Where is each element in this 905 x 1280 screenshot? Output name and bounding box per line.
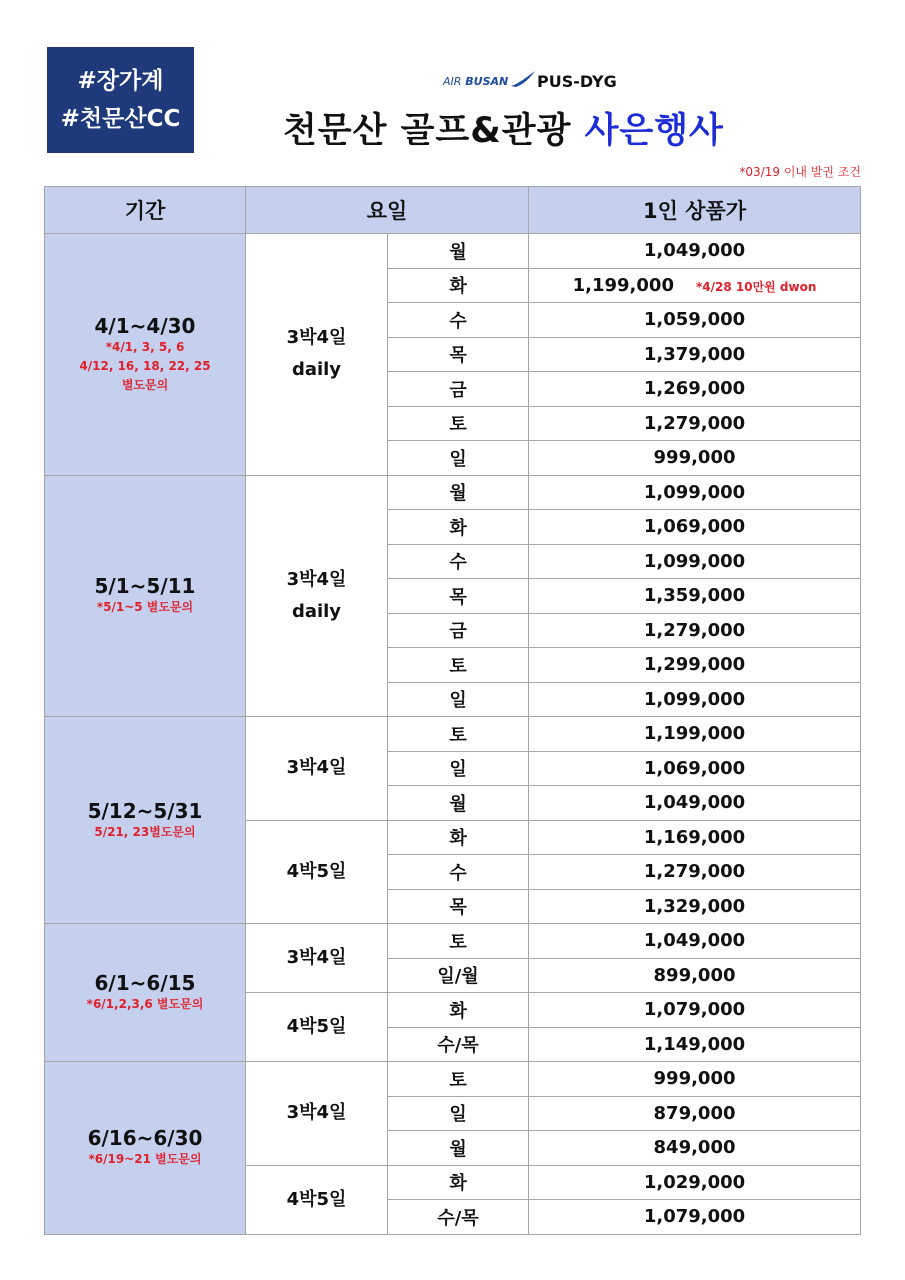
price-value: 1,279,000 [643,619,746,641]
weekday-cell: 토 [388,924,529,959]
weekday-cell: 일/월 [388,958,529,993]
ticketing-condition-note: *03/19 이내 발권 조건 [739,165,861,179]
price-cell [529,993,861,1028]
price-cell [529,1096,861,1131]
weekday-cell: 금 [388,613,529,648]
price-value: 1,329,000 [643,895,746,917]
air-busan-logo [443,70,536,88]
price-cell [529,924,861,959]
table-body [45,234,861,1235]
weekday-cell: 토 [388,717,529,752]
price-value: 1,099,000 [643,688,746,710]
hashtag-tianmenshan-cc: #천문산CC [60,106,181,132]
period-cell [45,475,246,717]
price-value: 1,029,000 [643,1171,746,1193]
hashtag-box [47,47,194,153]
table-row [45,475,861,510]
header-period: 기간 [45,187,246,234]
price-cell [529,406,861,441]
price-value: 1,059,000 [643,309,746,331]
weekday-cell: 수 [388,855,529,890]
stay-length: 4박5일 [286,860,347,882]
price-cell [529,475,861,510]
price-cell [529,1062,861,1097]
stay-frequency: daily [291,600,342,622]
price-value: 1,069,000 [643,757,746,779]
stay-length-cell [246,993,388,1062]
price-cell [529,958,861,993]
period-note-line: *6/19~21 별도문의 [88,1152,202,1167]
price-value: 1,099,000 [643,550,746,572]
price-value: 1,379,000 [643,343,746,365]
period-range: 6/1~6/15 [94,971,196,995]
period-range: 6/16~6/30 [87,1126,203,1151]
hashtag-zhangjiajie: #장가계 [77,68,164,94]
price-discount-note: *4/28 10만원 dwon [695,279,817,294]
price-cell [529,234,861,269]
period-cell [45,717,246,924]
period-range: 5/12~5/31 [87,798,203,823]
price-value: 1,079,000 [643,999,746,1021]
price-cell [529,682,861,717]
stay-length: 4박5일 [286,1016,347,1037]
stay-length: 3박4일 [286,947,347,968]
price-value: 1,099,000 [643,481,746,503]
period-note [45,1150,245,1169]
table-row [45,234,861,269]
weekday-cell: 수/목 [388,1200,529,1235]
price-cell [529,441,861,476]
price-value: 1,079,000 [643,1206,746,1228]
price-cell [529,1165,861,1200]
weekday-cell: 수/목 [388,1027,529,1062]
price-cell [529,268,861,303]
period-note-line: *6/1,2,3,6 별도문의 [86,997,204,1011]
stay-length: 3박4일 [286,568,347,590]
period-note [45,338,245,395]
weekday-cell: 화 [388,510,529,545]
price-value: 999,000 [653,1068,736,1090]
weekday-cell: 월 [388,1131,529,1166]
price-cell [529,855,861,890]
period-cell [45,924,246,1062]
logo-busan-text: BUSAN [465,75,509,88]
price-value: 1,199,000 [572,274,674,296]
price-value: 1,149,000 [643,1033,746,1055]
weekday-cell: 목 [388,337,529,372]
weekday-cell: 일 [388,682,529,717]
price-value: 1,279,000 [643,861,746,883]
stay-length: 3박4일 [286,327,347,349]
weekday-cell: 일 [388,751,529,786]
stay-length-cell [246,475,388,717]
header-price: 1인 상품가 [529,187,861,234]
price-value: 1,299,000 [643,654,746,676]
logo-air-text: AIR [443,75,462,88]
price-value: 1,049,000 [643,930,746,952]
price-cell [529,544,861,579]
price-value: 849,000 [653,1137,736,1159]
price-cell [529,1131,861,1166]
price-cell [529,1200,861,1235]
stay-length-cell [246,1062,388,1166]
stay-length-cell [246,234,388,476]
price-cell [529,751,861,786]
price-value: 1,269,000 [643,378,746,400]
weekday-cell: 수 [388,303,529,338]
weekday-cell: 화 [388,1165,529,1200]
weekday-cell: 일 [388,1096,529,1131]
weekday-cell: 월 [388,475,529,510]
weekday-cell: 목 [388,579,529,614]
weekday-cell: 수 [388,544,529,579]
weekday-cell: 금 [388,372,529,407]
page-title [283,103,724,153]
price-value: 1,279,000 [643,412,746,434]
table-row [45,717,861,752]
price-value: 1,199,000 [643,723,746,745]
price-table [44,186,861,1235]
stay-length: 3박4일 [286,1102,347,1124]
route-code: PUS-DYG [537,72,617,91]
period-cell [45,234,246,476]
price-cell [529,820,861,855]
period-note-line: *4/1, 3, 5, 6 [105,339,185,354]
price-value: 899,000 [653,964,736,986]
weekday-cell: 토 [388,406,529,441]
stay-length-cell [246,820,388,924]
title-main: 천문산 골프&관광 [283,111,572,151]
price-value: 1,049,000 [643,240,746,262]
period-note [45,995,245,1014]
price-cell [529,889,861,924]
stay-frequency: daily [291,359,342,381]
period-note [45,598,245,617]
price-value: 1,069,000 [643,516,746,538]
price-cell [529,337,861,372]
weekday-cell: 화 [388,820,529,855]
weekday-cell: 화 [388,268,529,303]
weekday-cell: 화 [388,993,529,1028]
price-cell [529,648,861,683]
price-value: 1,169,000 [643,826,746,848]
bird-wing-icon [510,70,536,88]
price-value: 999,000 [653,447,736,469]
header-weekday: 요일 [246,187,529,234]
price-cell [529,717,861,752]
weekday-cell: 월 [388,234,529,269]
price-cell [529,303,861,338]
stay-length-cell [246,717,388,821]
weekday-cell: 일 [388,441,529,476]
price-cell [529,1027,861,1062]
price-cell [529,510,861,545]
period-note-line: 4/12, 16, 18, 22, 25 [79,358,211,373]
table-row [45,1062,861,1097]
stay-length: 3박4일 [286,757,347,779]
period-note-line: 5/21, 23별도문의 [94,824,196,839]
price-cell [529,613,861,648]
title-accent: 사은행사 [584,111,724,151]
period-note [45,823,245,842]
weekday-cell: 목 [388,889,529,924]
stay-length-cell [246,1165,388,1234]
stay-length: 4박5일 [286,1188,347,1210]
stay-length-cell [246,924,388,993]
weekday-cell: 토 [388,1062,529,1097]
table-header-row [45,187,861,234]
price-value: 879,000 [653,1102,736,1124]
price-cell [529,579,861,614]
weekday-cell: 월 [388,786,529,821]
price-value: 1,359,000 [643,585,746,607]
period-note-line: *5/1~5 별도문의 [96,600,194,615]
period-range: 4/1~4/30 [94,313,196,338]
price-cell [529,786,861,821]
table-row [45,924,861,959]
weekday-cell: 토 [388,648,529,683]
price-value: 1,049,000 [643,792,746,814]
period-cell [45,1062,246,1235]
period-range: 5/1~5/11 [94,574,196,599]
period-note-line: 별도문의 [121,377,169,392]
price-cell [529,372,861,407]
